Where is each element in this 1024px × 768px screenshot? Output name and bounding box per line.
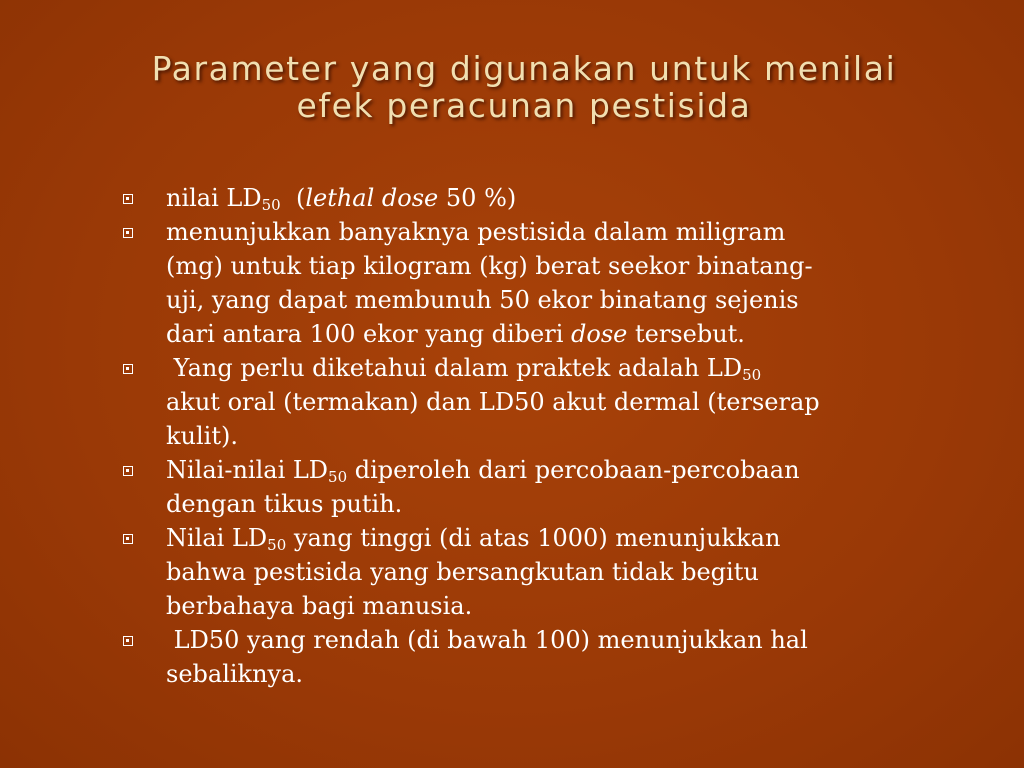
bullet-line: uji, yang dapat membunuh 50 ekor binatang sejenis [166, 286, 799, 314]
bullet-text: dari antara 100 ekor yang diberi [166, 320, 572, 348]
bullet-item-ld50 [120, 181, 980, 215]
subscript-50: 50 [267, 536, 287, 554]
bullet-line: berbahaya bagi manusia. [166, 592, 473, 620]
bullet-item-definition [120, 215, 980, 351]
square-bullet-icon [123, 466, 133, 476]
bullet-line: dengan tikus putih. [166, 490, 403, 518]
bullet-line [166, 181, 980, 215]
bullet-line: menunjukkan banyaknya pestisida dalam miligram [166, 218, 786, 246]
bullet-line: akut oral (termakan) dan LD50 akut dermal (terserap [166, 388, 820, 416]
bullet-text: Nilai LD [166, 524, 268, 552]
bullet-line [166, 351, 980, 385]
bullet-text: tersebut. [627, 320, 745, 348]
slide-title [60, 50, 988, 124]
bullet-line [166, 317, 980, 351]
square-bullet-icon [123, 364, 133, 374]
bullet-line: kulit). [166, 422, 238, 450]
bullet-text: nilai LD [166, 184, 262, 212]
bullet-item-experiments [120, 453, 980, 521]
bullet-text: Yang perlu diketahui dalam praktek adalah LD [166, 354, 743, 382]
bullet-item-practice [120, 351, 980, 453]
bullet-text: diperoleh dari percobaan-percobaan [347, 456, 800, 484]
bullet-line: bahwa pestisida yang bersangkutan tidak begitu [166, 558, 759, 586]
bullet-text: yang tinggi (di atas 1000) menunjukkan [286, 524, 781, 552]
bullet-item-high-ld50 [120, 521, 980, 623]
bullet-text: 50 %) [438, 184, 517, 212]
bullet-item-low-ld50 [120, 623, 980, 691]
bullet-italic-text: dose [571, 320, 628, 348]
subscript-50: 50 [261, 196, 281, 214]
bullet-line [166, 521, 980, 555]
bullet-text: Nilai-nilai LD [166, 456, 329, 484]
bullet-line: (mg) untuk tiap kilogram (kg) berat seekor binatang- [166, 252, 813, 280]
bullet-line: sebaliknya. [166, 660, 304, 688]
bullet-line: LD50 yang rendah (di bawah 100) menunjukkan hal [166, 626, 808, 654]
square-bullet-icon [123, 534, 133, 544]
bullet-text: ( [280, 184, 306, 212]
square-bullet-icon [123, 194, 133, 204]
subscript-50: 50 [328, 468, 348, 486]
slide-title-line-1: Parameter yang digunakan untuk menilai [151, 49, 897, 88]
square-bullet-icon [123, 636, 133, 646]
bullet-list [120, 181, 980, 691]
square-bullet-icon [123, 228, 133, 238]
slide-title-line-2: efek peracunan pestisida [296, 86, 752, 125]
bullet-italic-text: lethal dose [305, 184, 439, 212]
subscript-50: 50 [742, 366, 762, 384]
bullet-line [166, 453, 980, 487]
